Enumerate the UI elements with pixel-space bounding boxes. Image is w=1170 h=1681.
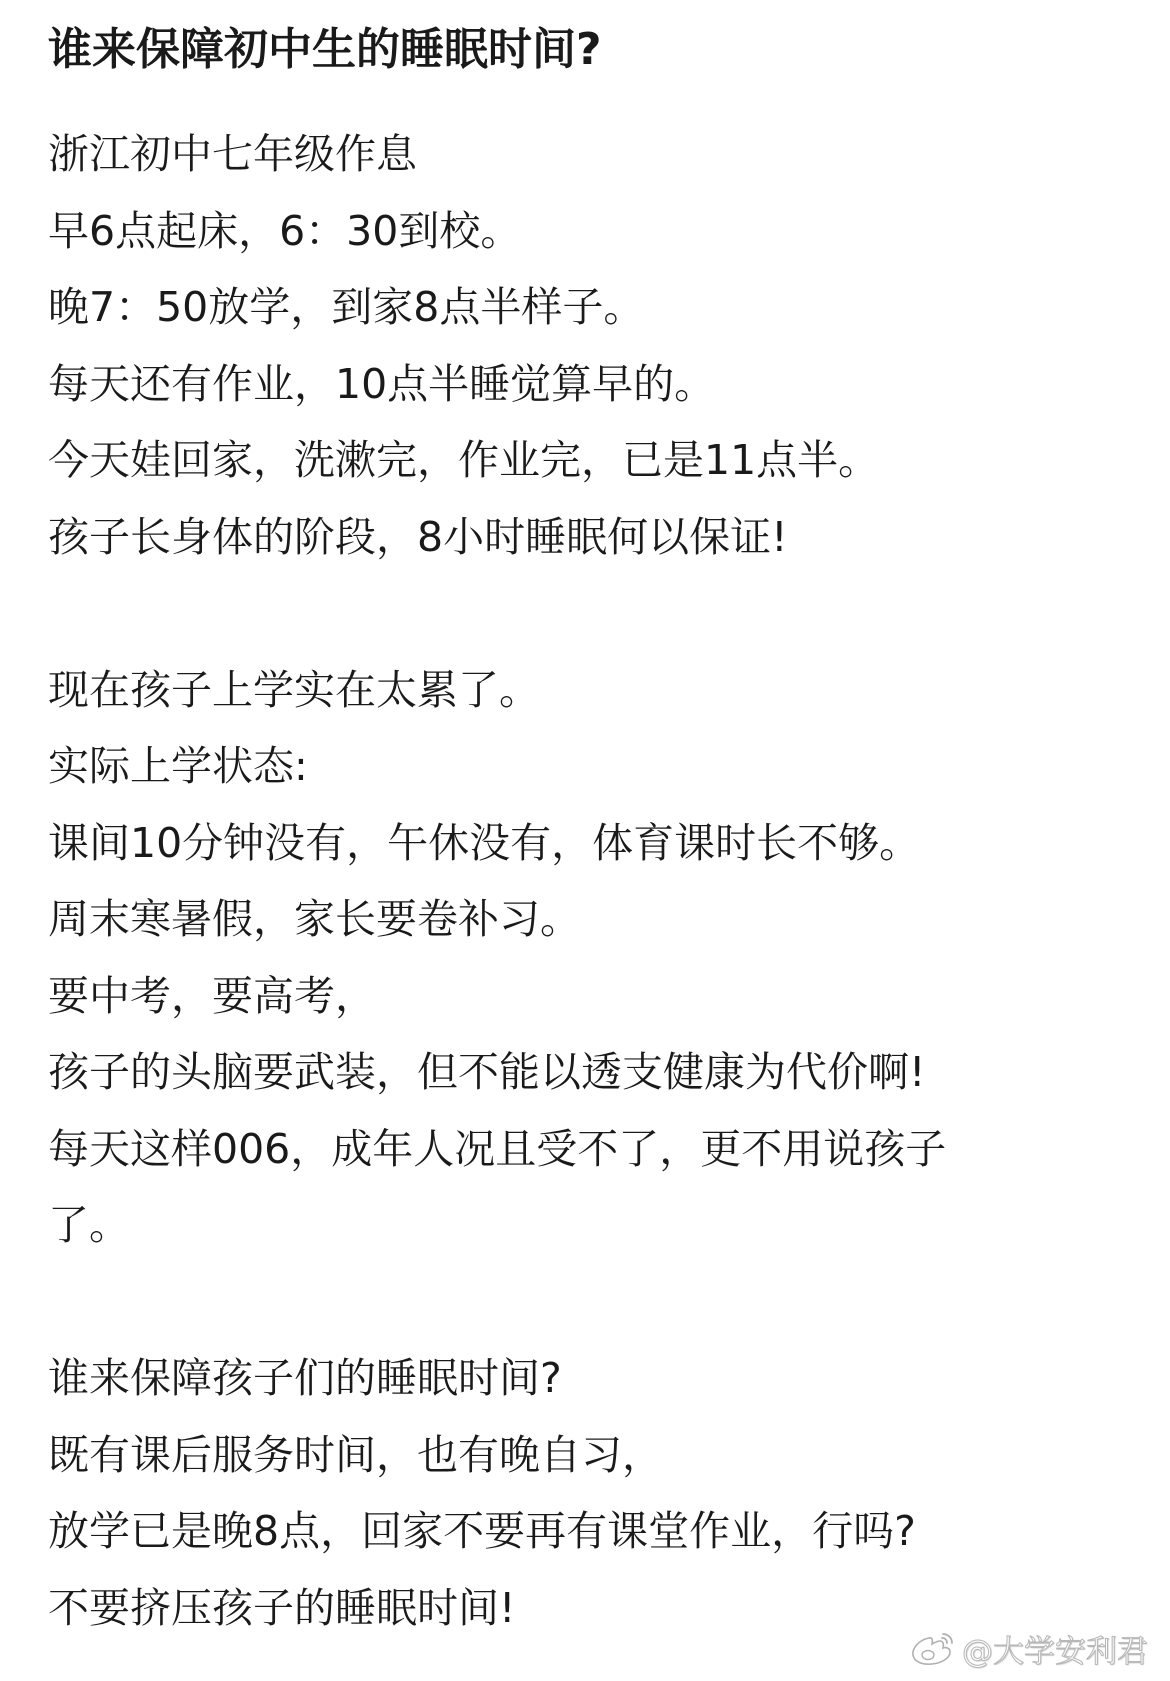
post-line: 要中考，要高考， bbox=[48, 971, 376, 1020]
post-line: 早6点起床，6：30到校。 bbox=[48, 206, 522, 255]
post-line: 晚7：50放学，到家8点半样子。 bbox=[48, 283, 645, 331]
post-line: 每天还有作业，10点半睡觉算早的。 bbox=[48, 359, 716, 408]
post-line: 每天这样006，成年人况且受不了，更不用说孩子 bbox=[48, 1124, 947, 1173]
post-line: 现在孩子上学实在太累了。 bbox=[48, 665, 540, 714]
post-line: 今天娃回家，洗漱完，作业完，已是11点半。 bbox=[48, 436, 880, 484]
weibo-icon bbox=[910, 1630, 956, 1668]
watermark-text: @大学安利君 bbox=[962, 1634, 1148, 1670]
post-line: 课间10分钟没有，午休没有，体育课时长不够。 bbox=[48, 818, 921, 867]
post-line: 谁来保障孩子们的睡眠时间? bbox=[48, 1354, 562, 1402]
post bbox=[48, 14, 1138, 1646]
post-line: 浙江初中七年级作息 bbox=[48, 130, 417, 178]
post-body bbox=[48, 116, 1138, 1646]
post-line: 不要挤压孩子的睡眠时间! bbox=[48, 1583, 516, 1632]
post-line: 实际上学状态: bbox=[48, 742, 308, 790]
post-line: 孩子长身体的阶段，8小时睡眠何以保证! bbox=[48, 512, 788, 561]
post-line: 既有课后服务时间，也有晚自习， bbox=[48, 1430, 663, 1479]
post-line: 了。 bbox=[48, 1201, 130, 1249]
post-line: 放学已是晚8点，回家不要再有课堂作业，行吗? bbox=[48, 1507, 916, 1555]
watermark bbox=[910, 1626, 1148, 1671]
post-title: 谁来保障初中生的睡眠时间? bbox=[48, 24, 602, 75]
blank-line bbox=[48, 1264, 1138, 1341]
post-line: 周末寒暑假，家长要卷补习。 bbox=[48, 895, 581, 943]
post-line: 孩子的头脑要武装，但不能以透支健康为代价啊! bbox=[48, 1048, 926, 1096]
blank-line bbox=[48, 575, 1138, 652]
